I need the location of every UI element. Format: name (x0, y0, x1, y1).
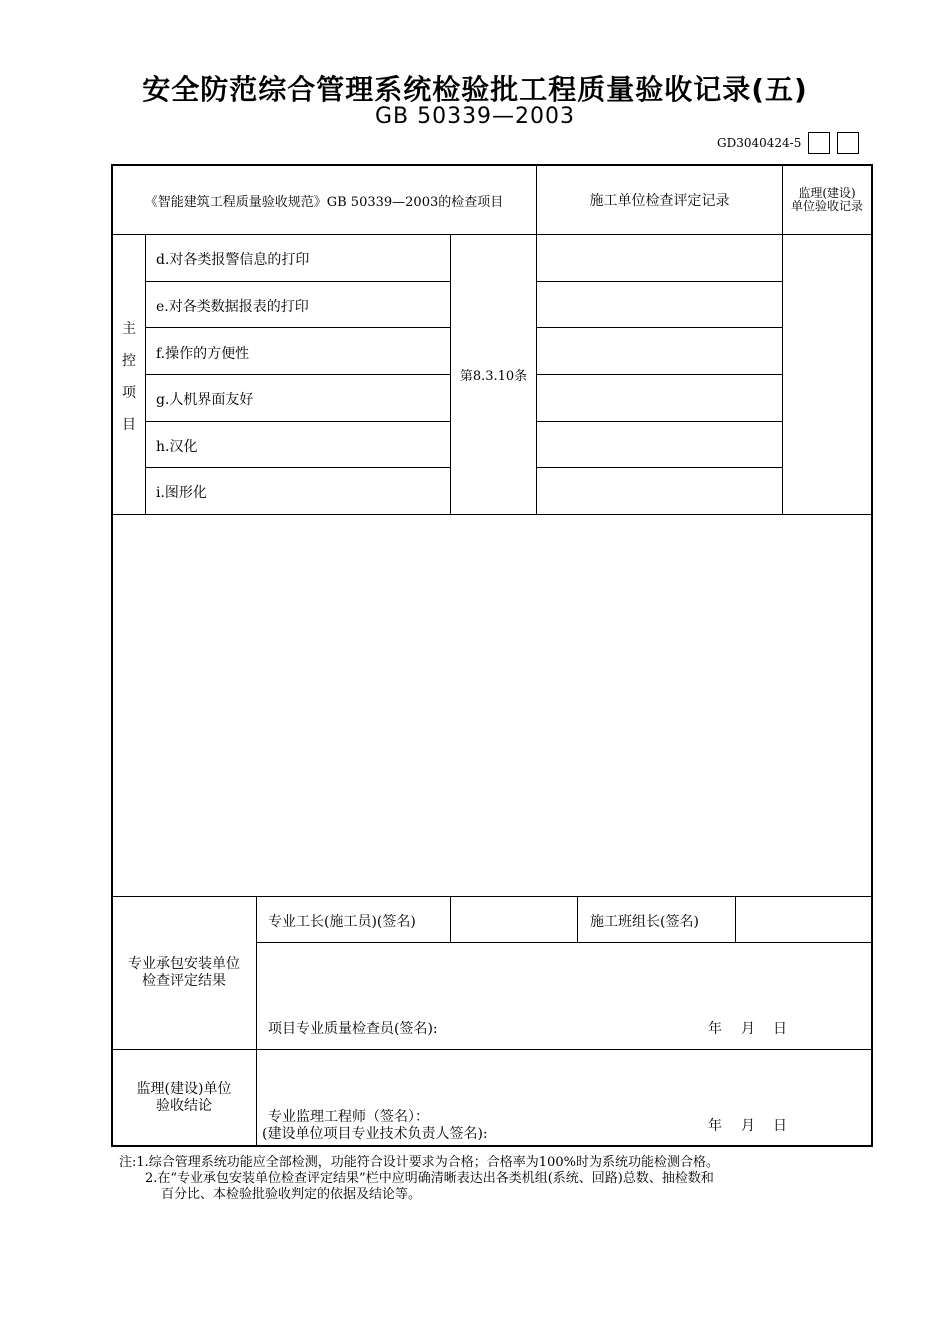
header-col3-line2: 单位验收记录 (790, 199, 863, 213)
clause-reference: 第8.3.10条 (459, 369, 528, 384)
date-year-label: 年 (708, 1118, 722, 1134)
date-day-label: 日 (773, 1118, 787, 1134)
main-control-char: 目 (122, 417, 136, 433)
contractor-record-h[interactable] (537, 422, 781, 466)
foreman-signature-field[interactable] (451, 897, 576, 941)
check-item-d: d.对各类报警信息的打印 (156, 252, 310, 268)
date-day-label: 日 (773, 1021, 787, 1037)
date-month-label: 月 (741, 1118, 755, 1134)
header-supervision-record (783, 166, 871, 234)
contractor-record-i[interactable] (537, 468, 781, 513)
contractor-result-label (112, 897, 256, 1049)
team-leader-signature-field[interactable] (736, 897, 871, 941)
check-item-e: e.对各类数据报表的打印 (156, 299, 309, 315)
main-control-char: 项 (122, 385, 136, 401)
remarks-area[interactable] (113, 515, 871, 895)
date-year-label: 年 (708, 1021, 722, 1037)
note-line-1: 注:1.综合管理系统功能应全部检测，功能符合设计要求为合格；合格率为100%时为系统功能检测合格。 (119, 1155, 719, 1170)
row-divider (145, 421, 451, 422)
form-code: GD3040424-5 (717, 136, 802, 150)
col-divider (577, 896, 578, 942)
supervision-record-cell[interactable] (783, 235, 871, 513)
supervision-engineer-label: 专业监理工程师（签名）： (268, 1109, 429, 1125)
contractor-record-d[interactable] (537, 235, 781, 280)
main-control-char: 主 (122, 321, 136, 337)
contractor-label-line1: 专业承包安装单位 (128, 956, 240, 972)
quality-inspector-label: 项目专业质量检查员(签名): (268, 1021, 438, 1037)
foreman-signature-label: 专业工长(施工员)(签名) (268, 914, 416, 930)
check-item-f: f.操作的方便性 (156, 346, 250, 362)
note-line-3: 百分比、本检验批验收判定的依据及结论等。 (161, 1187, 422, 1202)
contractor-label-line2: 检查评定结果 (142, 973, 226, 989)
header-contractor-record: 施工单位检查评定记录 (589, 193, 730, 209)
form-number-box-1[interactable] (808, 132, 830, 154)
contractor-record-g[interactable] (537, 375, 781, 420)
supervision-conclusion-label (112, 1050, 256, 1146)
col-divider (256, 896, 257, 1147)
page-title: 安全防范综合管理系统检验批工程质量验收记录(五) (142, 73, 808, 106)
form-number-box-2[interactable] (837, 132, 859, 154)
supervision-label-line1: 监理(建设)单位 (136, 1081, 232, 1097)
owner-representative-label: (建设单位项目专业技术负责人签名): (262, 1126, 488, 1142)
contractor-record-e[interactable] (537, 282, 781, 326)
row-divider (145, 327, 451, 328)
row-divider (145, 281, 451, 282)
contractor-record-f[interactable] (537, 328, 781, 373)
check-item-h: h.汉化 (156, 439, 198, 455)
footnotes (119, 1155, 719, 1203)
check-item-g: g.人机界面友好 (156, 392, 254, 408)
header-col3-line1: 监理(建设) (798, 186, 856, 200)
row-divider (145, 467, 451, 468)
date-month-label: 月 (741, 1021, 755, 1037)
team-leader-signature-label: 施工班组长(签名) (590, 914, 699, 930)
standard-subtitle: GB 50339—2003 (374, 104, 576, 129)
note-line-2: 2.在“专业承包安装单位检查评定结果”栏中应明确清晰表达出各类机组(系统、回路)总数、抽检数和 (145, 1171, 714, 1186)
supervision-label-line2: 验收结论 (156, 1098, 212, 1114)
row-divider (145, 374, 451, 375)
col-divider (145, 234, 146, 514)
row-divider (256, 942, 873, 943)
main-control-char: 控 (122, 353, 136, 369)
check-item-i: i.图形化 (156, 485, 207, 501)
header-check-items: 《智能建筑工程质量验收规范》GB 50339—2003的检查项目 (144, 194, 504, 210)
